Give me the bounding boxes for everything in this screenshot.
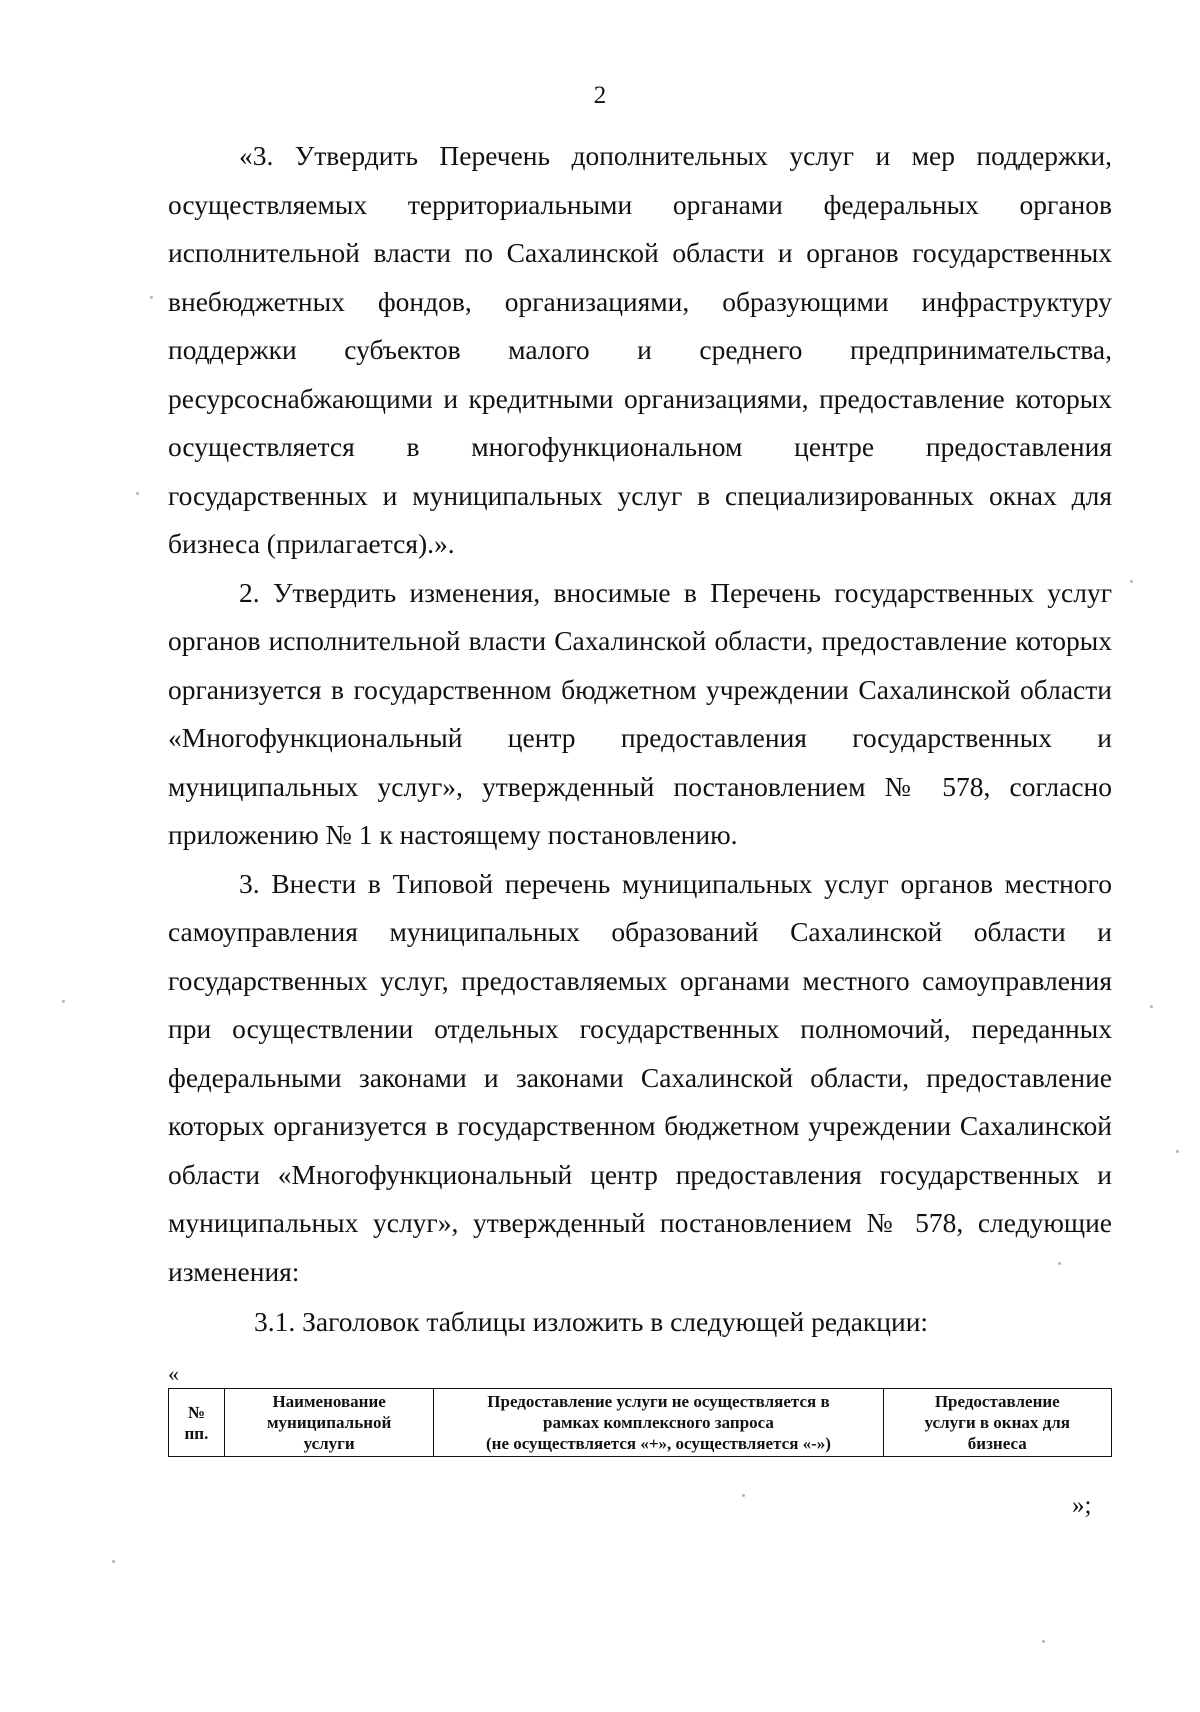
closing-quote-mark: »; bbox=[1072, 1492, 1092, 1519]
page-number: 2 bbox=[593, 82, 607, 109]
document-body bbox=[168, 132, 1112, 1347]
scan-speck bbox=[136, 492, 139, 495]
table-header-row bbox=[169, 1389, 1112, 1457]
scan-speck bbox=[1130, 580, 1133, 583]
paragraph-3-1-table-title: 3.1. Заголовок таблицы изложить в следующей редакции: bbox=[254, 1306, 929, 1337]
scan-speck bbox=[150, 296, 153, 299]
scan-speck bbox=[1150, 1005, 1153, 1008]
scan-speck bbox=[62, 1000, 65, 1003]
table-header bbox=[168, 1388, 1112, 1457]
header-complex-request-text: Предоставление услуги не осуществляется в рамках комплексного запроса (не осуществляется «+», осуществляется «-») bbox=[485, 1392, 831, 1453]
header-cell-number bbox=[169, 1389, 225, 1457]
paragraph-item-3-list-approval: «3. Утвердить Перечень дополнительных услуг и мер поддержки, осуществляемых территориальными органами федеральных органов исполнительной власти по Сахалинской области и органов государственных внебюджетных фондов, организациями, образующими инфраструктуру поддержки субъектов малого и среднего предпринимательства, ресурсоснабжающими и кредитными организациями, предоставление которых осуществляется в многофункциональном центре предоставления государственных и муниципальных услуг в специализированных окнах для бизнеса (прилагается).». bbox=[168, 140, 1112, 559]
header-cell-service-name bbox=[224, 1389, 434, 1457]
header-service-name-text: Наименование муниципальной услуги bbox=[266, 1392, 392, 1453]
header-business-windows-text: Предоставление услуги в окнах для бизнеса bbox=[924, 1392, 1070, 1453]
header-cell-complex-request bbox=[434, 1389, 883, 1457]
scan-speck bbox=[1042, 1640, 1045, 1643]
header-number-text: № пп. bbox=[184, 1402, 209, 1443]
scan-speck bbox=[112, 1560, 115, 1563]
opening-quote-mark: « bbox=[168, 1361, 179, 1386]
header-cell-business-windows bbox=[883, 1389, 1111, 1457]
scan-speck bbox=[742, 1494, 745, 1497]
paragraph-3-municipal-services-changes: 3. Внести в Типовой перечень муниципальных услуг органов местного самоуправления муниципальных образований Сахалинской области и государственных услуг, предоставляемых органами местного самоуправления при осуществлении отдельных государственных полномочий, переданных федеральными законами и законами Сахалинской области, предоставление которых организуется в государственном бюджетном учреждении Сахалинской области «Многофункциональный центр предоставления государственных и муниципальных услуг», утвержденный постановлением № 578, следующие изменения: bbox=[168, 867, 1112, 1287]
paragraph-2-state-services-changes: 2. Утвердить изменения, вносимые в Перечень государственных услуг органов исполнительной власти Сахалинской области, предоставление которых организуется в государственном бюджетном учреждении Сахалинской области «Многофункциональный центр предоставления государственных и муниципальных услуг», утвержденный постановлением № 578, согласно приложению № 1 к настоящему постановлению. bbox=[168, 576, 1112, 850]
scan-speck bbox=[1176, 1150, 1179, 1153]
scan-speck bbox=[1058, 1262, 1061, 1265]
